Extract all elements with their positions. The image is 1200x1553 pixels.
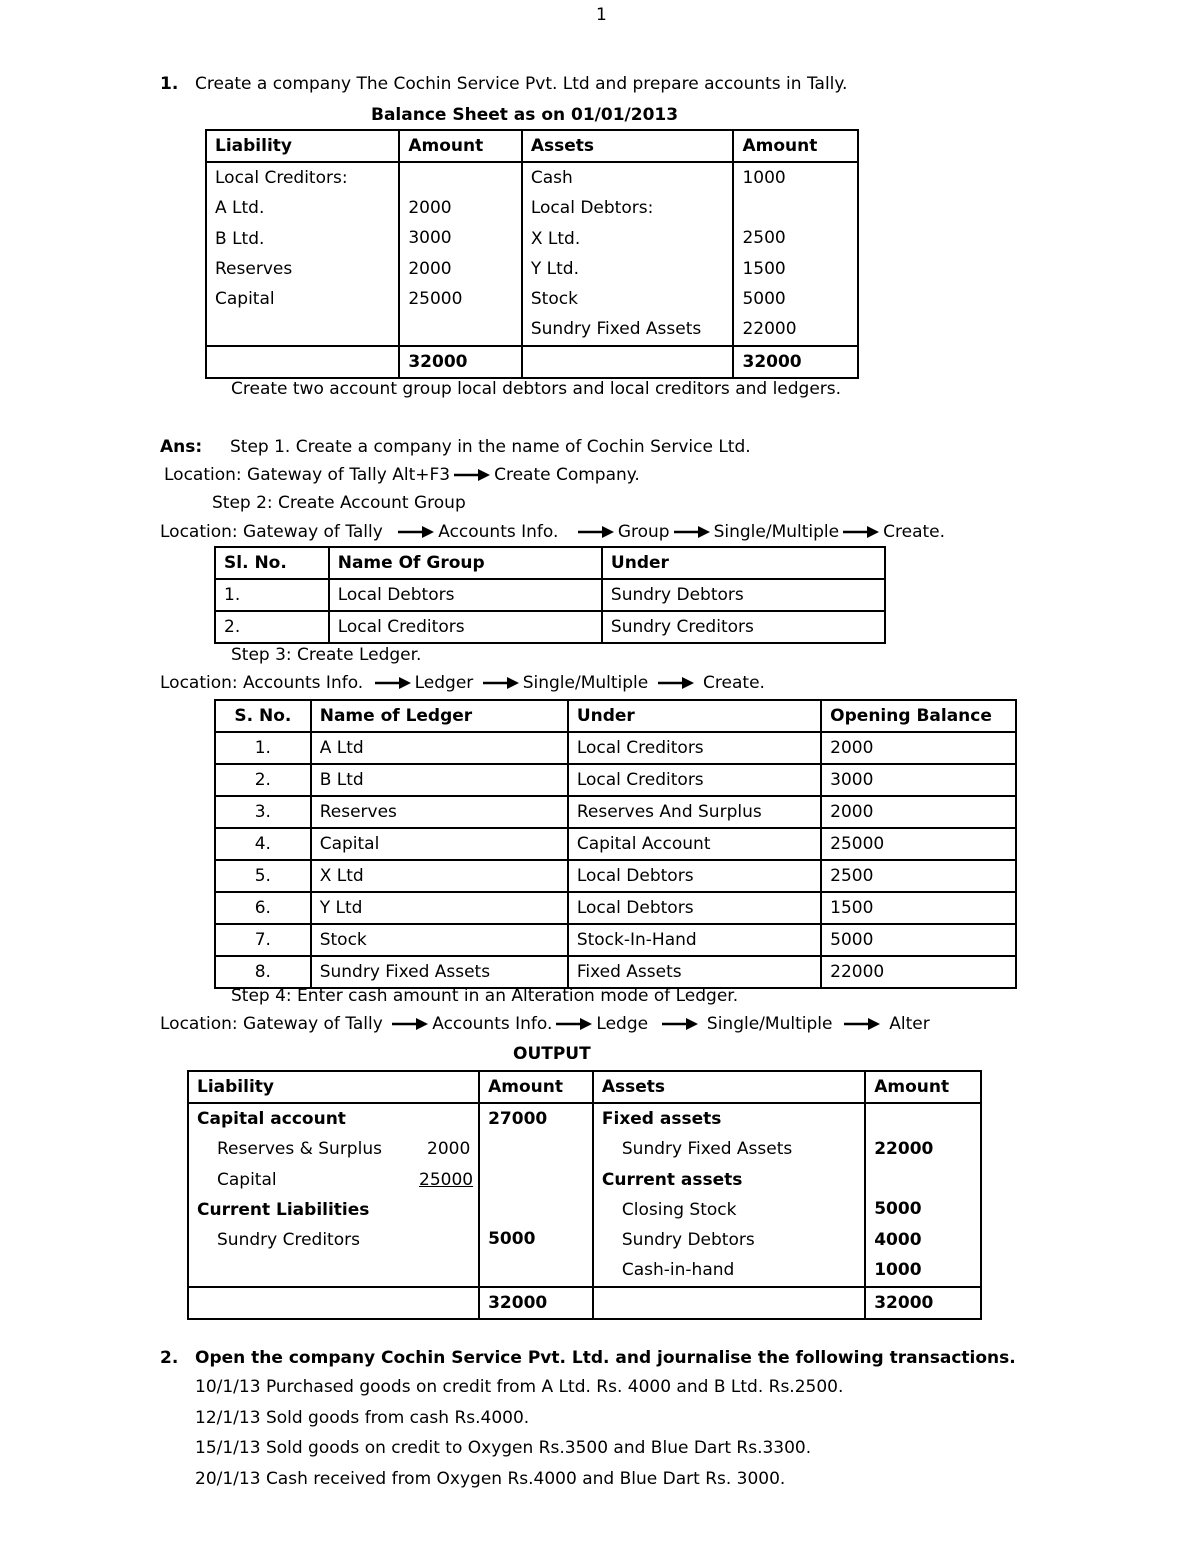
location-1-target: Create Company. (494, 465, 640, 485)
location-1-path: Location: Gateway of Tally Alt+F3 (164, 465, 451, 485)
bs-total-blank (206, 346, 399, 378)
group-table (214, 546, 886, 644)
bs-liab-item: Capital (215, 289, 275, 310)
output-current-assets: Current assets (601, 1169, 743, 1190)
location-4 (160, 1013, 930, 1035)
output-sundry-debtors: Sundry Debtors (621, 1230, 755, 1251)
output-sfa-amt: 22000 (874, 1139, 934, 1159)
group-header-under: Under (602, 547, 885, 579)
ledger-header-name: Name of Ledger (311, 700, 568, 732)
ledger-balance: 25000 (821, 828, 1016, 860)
question-2-text: Open the company Cochin Service Pvt. Ltd. and journalise the following transactions. (195, 1348, 1016, 1368)
arrow-right-icon (375, 677, 411, 689)
location-1 (164, 464, 640, 486)
output-header-assets: Assets (593, 1071, 865, 1103)
bs-asset-item: X Ltd. (530, 228, 581, 249)
output-sundry-creditors: Sundry Creditors (217, 1230, 360, 1251)
output-blank (874, 1164, 972, 1194)
bs-total-liabilities: 32000 (399, 346, 522, 378)
location-3-single-multiple: Single/Multiple (522, 673, 649, 693)
location-2 (160, 521, 945, 543)
location-4-alter: Alter (889, 1014, 930, 1034)
ledger-no: 3. (215, 796, 311, 828)
bs-asset-item: Sundry Fixed Assets (530, 319, 702, 340)
ledger-name: Stock (311, 924, 568, 956)
output-capital-account: Capital account (197, 1109, 346, 1129)
question-1-number: 1. (160, 74, 179, 94)
bs-liab-amt: 3000 (408, 228, 452, 249)
output-total-row (188, 1287, 981, 1319)
ledger-table (214, 699, 1017, 989)
table-row (215, 579, 885, 611)
output-cash-in-hand: Cash-in-hand (621, 1260, 735, 1281)
output-capital-line (197, 1165, 474, 1195)
ledger-balance: 1500 (821, 892, 1016, 924)
balance-sheet-title: Balance Sheet as on 01/01/2013 (371, 105, 679, 125)
ledger-under: Fixed Assets (568, 956, 821, 988)
group-name: Local Creditors (329, 611, 602, 643)
bs-liab-item: Reserves (215, 258, 293, 279)
group-under: Sundry Debtors (602, 579, 885, 611)
group-header-sl-no: Sl. No. (215, 547, 329, 579)
table-row (215, 860, 1016, 892)
page-number: 1 (596, 5, 607, 25)
ledger-under: Stock-In-Hand (568, 924, 821, 956)
balance-sheet-body-row (206, 162, 858, 346)
bs-liab-amount-cell (399, 162, 522, 346)
bs-liab-amt: 2000 (408, 198, 452, 218)
output-closing-stock-amt: 5000 (874, 1199, 922, 1220)
arrow-right-icon (844, 1018, 880, 1030)
ledger-balance: 3000 (821, 764, 1016, 796)
output-body-row (188, 1103, 981, 1287)
bs-asset-item: Stock (530, 289, 578, 310)
location-3-create: Create. (703, 673, 765, 693)
output-header-amount: Amount (479, 1071, 593, 1103)
output-creditors-total: 5000 (488, 1229, 536, 1250)
output-liab-amount-cell (479, 1103, 593, 1287)
ledger-name: Y Ltd (311, 892, 568, 924)
bs-asset-item: Y Ltd. (530, 258, 579, 279)
ledger-balance: 2000 (821, 732, 1016, 764)
output-total-liabilities: 32000 (479, 1287, 593, 1319)
output-reserves-label: Reserves & Surplus (217, 1139, 382, 1160)
ledger-under: Local Debtors (568, 860, 821, 892)
output-capital-amt: 25000 (419, 1169, 474, 1190)
bs-asset-amt: 1500 (742, 258, 786, 279)
ledger-balance: 2500 (821, 860, 1016, 892)
step-2-text: Step 2: Create Account Group (212, 493, 466, 513)
ledger-header-sno: S. No. (215, 700, 311, 732)
transaction-line: 10/1/13 Purchased goods on credit from A Ltd. Rs. 4000 and B Ltd. Rs.2500. (195, 1377, 844, 1397)
output-assets-amount-cell (865, 1103, 981, 1287)
arrow-right-icon (662, 1018, 698, 1030)
output-liabilities-cell (188, 1103, 479, 1287)
ledger-no: 5. (215, 860, 311, 892)
transaction-line: 12/1/13 Sold goods from cash Rs.4000. (195, 1408, 530, 1428)
output-title: OUTPUT (513, 1044, 591, 1064)
location-4-path: Location: Gateway of Tally (160, 1014, 383, 1034)
output-blank (488, 1164, 584, 1194)
output-blank (874, 1104, 972, 1134)
balance-sheet-header-row (206, 130, 858, 162)
arrow-right-icon (454, 469, 490, 481)
ledger-balance: 5000 (821, 924, 1016, 956)
location-2-accounts-info: Accounts Info. (438, 522, 559, 542)
output-total-blank (188, 1287, 479, 1319)
bs-header-amount-2: Amount (733, 130, 858, 162)
ledger-name: Reserves (311, 796, 568, 828)
output-current-liabilities: Current Liabilities (197, 1199, 370, 1220)
transaction-line: 15/1/13 Sold goods on credit to Oxygen Rs.3500 and Blue Dart Rs.3300. (195, 1438, 812, 1458)
location-4-single-multiple: Single/Multiple (706, 1014, 833, 1034)
table-row (215, 796, 1016, 828)
output-total-blank-2 (593, 1287, 865, 1319)
group-header-name: Name Of Group (329, 547, 602, 579)
table-row (215, 956, 1016, 988)
question-1-text: Create a company The Cochin Service Pvt. Ltd and prepare accounts in Tally. (195, 74, 848, 94)
location-2-group: Group (617, 522, 670, 542)
output-liab-blank (197, 1255, 470, 1285)
transaction-line: 20/1/13 Cash received from Oxygen Rs.4000 and Blue Dart Rs. 3000. (195, 1469, 786, 1489)
balance-sheet-total-row (206, 346, 858, 378)
ledger-under: Local Creditors (568, 732, 821, 764)
bs-liab-blank (215, 314, 390, 344)
location-3-ledger: Ledger (414, 673, 474, 693)
bs-asset-amt: 5000 (742, 288, 786, 309)
ledger-header-under: Under (568, 700, 821, 732)
location-3-path: Location: Accounts Info. (160, 673, 364, 693)
output-capital-total: 27000 (488, 1109, 548, 1129)
output-cash-amt: 1000 (874, 1259, 922, 1280)
ledger-under: Local Creditors (568, 764, 821, 796)
ledger-name: Sundry Fixed Assets (311, 956, 568, 988)
ledger-name: B Ltd (311, 764, 568, 796)
bs-header-amount: Amount (399, 130, 522, 162)
bs-liab-item: Local Creditors: (215, 168, 348, 188)
table-row (215, 611, 885, 643)
output-total-assets: 32000 (865, 1287, 981, 1319)
step-4-text: Step 4: Enter cash amount in an Alteration mode of Ledger. (231, 986, 739, 1006)
output-blank (488, 1194, 584, 1224)
location-4-ledge: Ledge (596, 1014, 649, 1034)
ledger-name: Capital (311, 828, 568, 860)
step-1-text: Step 1. Create a company in the name of Cochin Service Ltd. (230, 437, 751, 457)
bs-liab-amt-blank (408, 163, 513, 193)
bs-liabilities-cell (206, 162, 399, 346)
group-no: 1. (215, 579, 329, 611)
step-3-text: Step 3: Create Ledger. (231, 645, 422, 665)
group-no: 2. (215, 611, 329, 643)
ledger-no: 6. (215, 892, 311, 924)
ledger-under: Reserves And Surplus (568, 796, 821, 828)
ledger-no: 2. (215, 764, 311, 796)
arrow-right-icon (556, 1018, 592, 1030)
bs-assets-cell (522, 162, 734, 346)
bs-assets-amount-cell (733, 162, 858, 346)
group-name: Local Debtors (329, 579, 602, 611)
output-reserves-amt: 2000 (427, 1139, 471, 1160)
table-row (215, 732, 1016, 764)
output-assets-cell (593, 1103, 865, 1287)
output-blank (488, 1255, 584, 1285)
answer-label: Ans: (160, 437, 203, 457)
output-reserves-line (197, 1134, 470, 1164)
bs-asset-item: Local Debtors: (530, 198, 654, 219)
arrow-right-icon (398, 526, 434, 538)
output-blank (488, 1134, 584, 1164)
table-row (215, 764, 1016, 796)
arrow-right-icon (578, 526, 614, 538)
output-header-row (188, 1071, 981, 1103)
output-fixed-assets: Fixed assets (601, 1109, 722, 1129)
ledger-balance: 22000 (821, 956, 1016, 988)
ledger-name: A Ltd (311, 732, 568, 764)
table-row (215, 892, 1016, 924)
arrow-right-icon (674, 526, 710, 538)
ledger-table-header (215, 700, 1016, 732)
bs-header-liability: Liability (206, 130, 399, 162)
arrow-right-icon (483, 677, 519, 689)
group-table-header (215, 547, 885, 579)
bs-liab-amt: 2000 (408, 258, 452, 279)
arrow-right-icon (392, 1018, 428, 1030)
bs-header-assets: Assets (522, 130, 734, 162)
bs-liab-amt-blank (408, 314, 513, 344)
bs-asset-amt: 22000 (742, 319, 797, 340)
bs-liab-item: A Ltd. (215, 198, 265, 219)
location-2-create: Create. (883, 522, 946, 542)
location-4-accounts-info: Accounts Info. (432, 1014, 553, 1034)
output-capital-label: Capital (217, 1169, 277, 1190)
bs-asset-amt: 1000 (742, 168, 786, 188)
bs-liab-amt: 25000 (408, 288, 463, 309)
bs-total-assets: 32000 (733, 346, 858, 378)
output-header-amount-2: Amount (865, 1071, 981, 1103)
ledger-balance: 2000 (821, 796, 1016, 828)
ledger-header-opening-balance: Opening Balance (821, 700, 1016, 732)
ledger-no: 7. (215, 924, 311, 956)
ledger-under: Capital Account (568, 828, 821, 860)
location-3 (160, 672, 765, 694)
q1-instruction: Create two account group local debtors and local creditors and ledgers. (231, 379, 842, 399)
ledger-under: Local Debtors (568, 892, 821, 924)
output-closing-stock: Closing Stock (621, 1199, 737, 1220)
bs-asset-item: Cash (530, 168, 573, 188)
ledger-no: 8. (215, 956, 311, 988)
bs-total-blank-2 (522, 346, 734, 378)
output-sundry-fixed-assets: Sundry Fixed Assets (621, 1139, 793, 1160)
output-header-liability: Liability (188, 1071, 479, 1103)
arrow-right-icon (658, 677, 694, 689)
ledger-no: 4. (215, 828, 311, 860)
output-balance-sheet (187, 1070, 982, 1320)
bs-asset-amt: 2500 (742, 228, 786, 249)
table-row (215, 828, 1016, 860)
location-2-path: Location: Gateway of Tally (160, 522, 383, 542)
balance-sheet-table (205, 129, 859, 379)
bs-liab-item: B Ltd. (215, 228, 265, 249)
ledger-name: X Ltd (311, 860, 568, 892)
arrow-right-icon (843, 526, 879, 538)
location-2-single-multiple: Single/Multiple (713, 522, 840, 542)
table-row (215, 924, 1016, 956)
bs-asset-amt-blank (742, 193, 849, 223)
group-under: Sundry Creditors (602, 611, 885, 643)
question-2-number: 2. (160, 1348, 179, 1368)
ledger-no: 1. (215, 732, 311, 764)
output-sundry-debtors-amt: 4000 (874, 1229, 922, 1250)
